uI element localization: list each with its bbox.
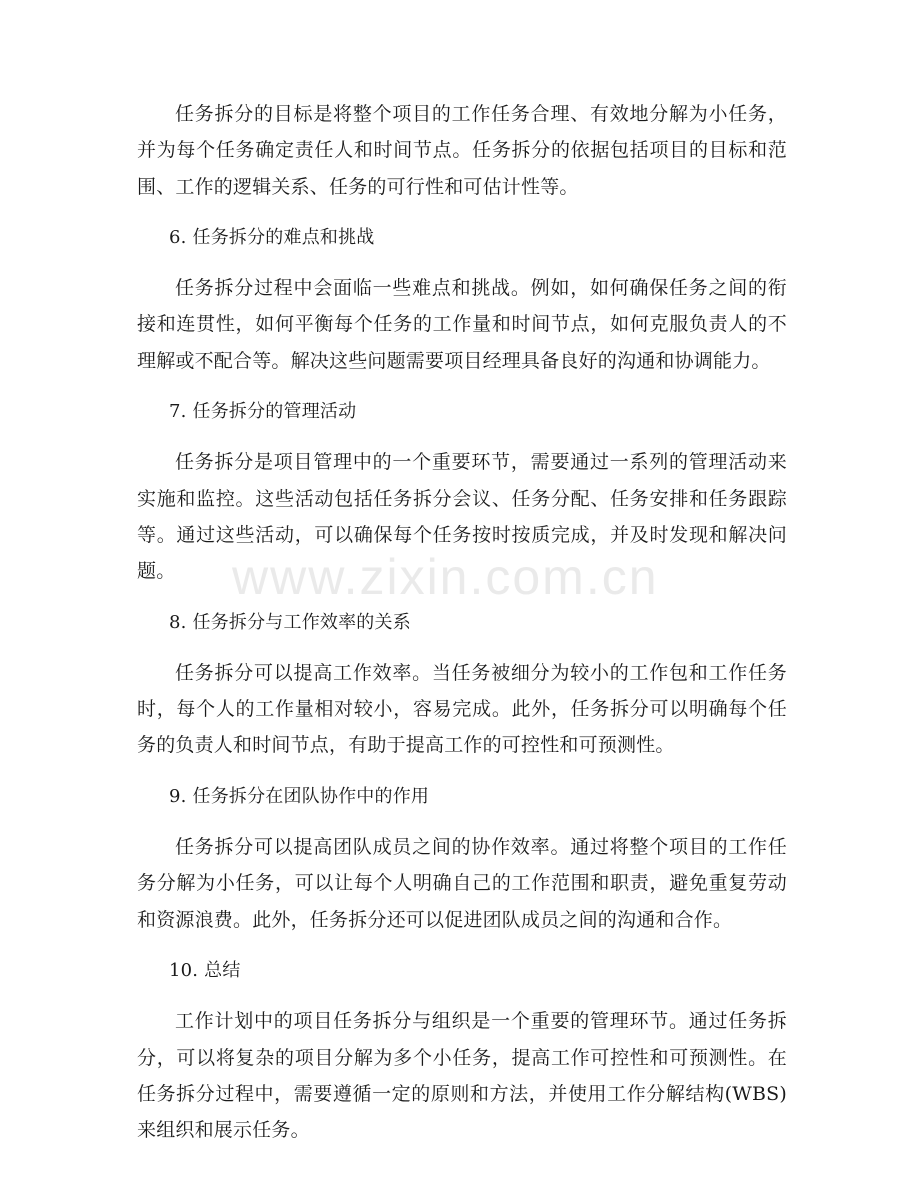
section-heading-9: 9. 任务拆分在团队协作中的作用 <box>169 785 430 807</box>
paragraph-section-10: 工作计划中的项目任务拆分与组织是一个重要的管理环节。通过任务拆分，可以将复杂的项目分解为多个小任务，提高工作可控性和可预测性。在任务拆分过程中，需要遵循一定的原则和方法，并使用工作分解结构(WBS)来组织和展示任务。 <box>137 1010 787 1142</box>
watermark: www.zixin.com.cn <box>232 549 659 605</box>
paragraph-section-6: 任务拆分过程中会面临一些难点和挑战。例如，如何确保任务之间的衔接和连贯性，如何平衡每个任务的工作量和时间节点，如何克服负责人的不理解或不配合等。解决这些问题需要项目经理具备良好的沟通和协调能力。 <box>137 277 787 372</box>
paragraph-section-7: 任务拆分是项目管理中的一个重要环节，需要通过一系列的管理活动来实施和监控。这些活动包括任务拆分会议、任务分配、任务安排和任务跟踪等。通过这些活动，可以确保每个任务按时按质完成，并及时发现和解决问题。 <box>137 451 787 583</box>
section-heading-8: 8. 任务拆分与工作效率的关系 <box>169 611 411 633</box>
paragraph-section-8: 任务拆分可以提高工作效率。当任务被细分为较小的工作包和工作任务时，每个人的工作量相对较小，容易完成。此外，任务拆分可以明确每个任务的负责人和时间节点，有助于提高工作的可控性和可预测性。 <box>137 661 787 757</box>
document-body <box>137 96 787 1148</box>
paragraph-intro: 任务拆分的目标是将整个项目的工作任务合理、有效地分解为小任务，并为每个任务确定责任人和时间节点。任务拆分的依据包括项目的目标和范围、工作的逻辑关系、任务的可行性和可估计性等。 <box>137 103 787 198</box>
paragraph-section-9: 任务拆分可以提高团队成员之间的协作效率。通过将整个项目的工作任务分解为小任务，可以让每个人明确自己的工作范围和职责，避免重复劳动和资源浪费。此外，任务拆分还可以促进团队成员之间的沟通和合作。 <box>137 836 787 931</box>
section-heading-6: 6. 任务拆分的难点和挑战 <box>169 226 375 248</box>
section-heading-10: 10. 总结 <box>169 959 241 981</box>
section-heading-7: 7. 任务拆分的管理活动 <box>169 401 357 423</box>
